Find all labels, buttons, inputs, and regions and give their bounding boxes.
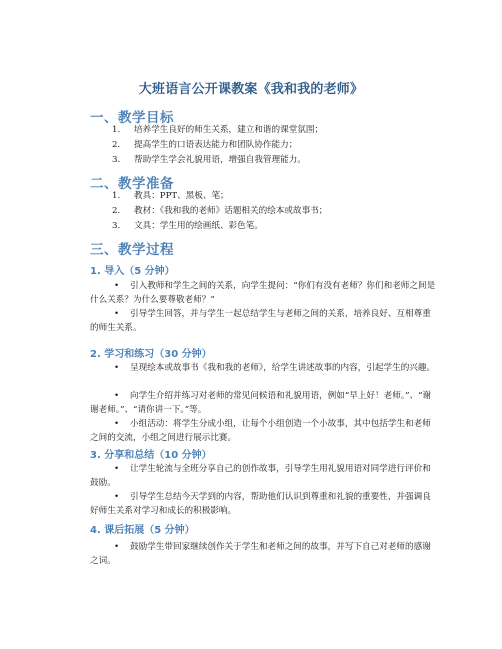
step-heading-practice: 2. 学习和练习（30 分钟） bbox=[90, 349, 212, 360]
step-heading-extension: 4. 课后拓展（5 分钟） bbox=[90, 525, 195, 536]
prep-item bbox=[112, 205, 327, 217]
list-item bbox=[90, 491, 436, 518]
prep-item bbox=[112, 220, 263, 232]
step-heading-intro: 1. 导入（5 分钟） bbox=[90, 266, 175, 277]
list-item bbox=[90, 541, 436, 568]
prep-item-number: 2. bbox=[112, 206, 121, 216]
list-item-text: 引入教师和学生之间的关系，向学生提问：“你们有没有老师？你们和老师之间是什么关系？为什么要尊敬老师？” bbox=[90, 281, 436, 305]
section-heading-goals: 一、教学目标 bbox=[90, 110, 174, 126]
goal-item-text: 提高学生的口语表达能力和团队协作能力； bbox=[134, 140, 298, 150]
goal-item-number: 2. bbox=[112, 140, 121, 150]
list-item-text: 呈现绘本或故事书《我和我的老师》，给学生讲述故事的内容，引起学生的兴趣。 bbox=[130, 363, 436, 373]
list-item-text: 向学生介绍并练习对老师的常见问候语和礼貌用语，例如“早上好！老师。”、“谢谢老师。”、“请你讲一下。”等。 bbox=[90, 391, 432, 415]
step-heading-share: 3. 分享和总结（10 分钟） bbox=[90, 450, 212, 461]
list-item bbox=[90, 362, 436, 376]
list-item bbox=[90, 280, 436, 307]
bullet-dot-icon: • bbox=[114, 363, 120, 373]
list-item-text: 引导学生回答，并与学生一起总结学生与老师之间的关系，培养良好、互相尊重的师生关系。 bbox=[90, 309, 431, 333]
list-item bbox=[90, 308, 436, 335]
list-item-text: 小组活动：将学生分成小组，让每个小组创造一个小故事，其中包括学生和老师之间的交流，小组之间进行展示比赛。 bbox=[90, 419, 431, 443]
list-item-text: 鼓励学生带回家继续创作关于学生和老师之间的故事，并写下自己对老师的感谢之词。 bbox=[90, 542, 431, 566]
prep-item bbox=[112, 190, 229, 202]
prep-item-number: 1. bbox=[112, 191, 121, 201]
prep-item-number: 3. bbox=[112, 221, 121, 231]
bullet-dot-icon: • bbox=[114, 309, 120, 319]
bullet-dot-icon: • bbox=[114, 391, 120, 401]
section-heading-process: 三、教学过程 bbox=[90, 242, 174, 258]
goal-item bbox=[112, 124, 323, 136]
goal-item-text: 培养学生良好的师生关系，建立和谐的课堂氛围； bbox=[134, 125, 324, 135]
bullet-dot-icon: • bbox=[114, 281, 120, 291]
bullet-dot-icon: • bbox=[114, 464, 120, 474]
bullet-dot-icon: • bbox=[114, 542, 120, 552]
section-heading-prep: 二、教学准备 bbox=[90, 176, 174, 192]
list-item-text: 引导学生总结今天学到的内容，帮助他们认识到尊重和礼貌的重要性，并强调良好师生关系对学习和成长的积极影响。 bbox=[90, 492, 431, 516]
bullet-dot-icon: • bbox=[114, 419, 120, 429]
list-item-text: 让学生轮流与全班分享自己的创作故事，引导学生用礼貌用语对同学进行评价和鼓励。 bbox=[90, 464, 431, 488]
document-title: 大班语言公开课教案《我和我的老师》 bbox=[138, 82, 364, 97]
goal-item bbox=[112, 154, 306, 166]
goal-item-number: 3. bbox=[112, 155, 121, 165]
list-item bbox=[90, 390, 436, 417]
goal-item-text: 帮助学生学会礼貌用语，增强自我管理能力。 bbox=[134, 155, 306, 165]
prep-item-text: 教材：《我和我的老师》话题相关的绘本或故事书； bbox=[134, 206, 328, 216]
bullet-dot-icon: • bbox=[114, 492, 120, 502]
goal-item-number: 1. bbox=[112, 125, 121, 135]
list-item bbox=[90, 463, 436, 490]
prep-item-text: 教具：PPT、黑板、笔； bbox=[134, 191, 229, 201]
prep-item-text: 文具：学生用的绘画纸、彩色笔。 bbox=[134, 221, 263, 231]
goal-item bbox=[112, 139, 297, 151]
list-item bbox=[90, 418, 436, 445]
